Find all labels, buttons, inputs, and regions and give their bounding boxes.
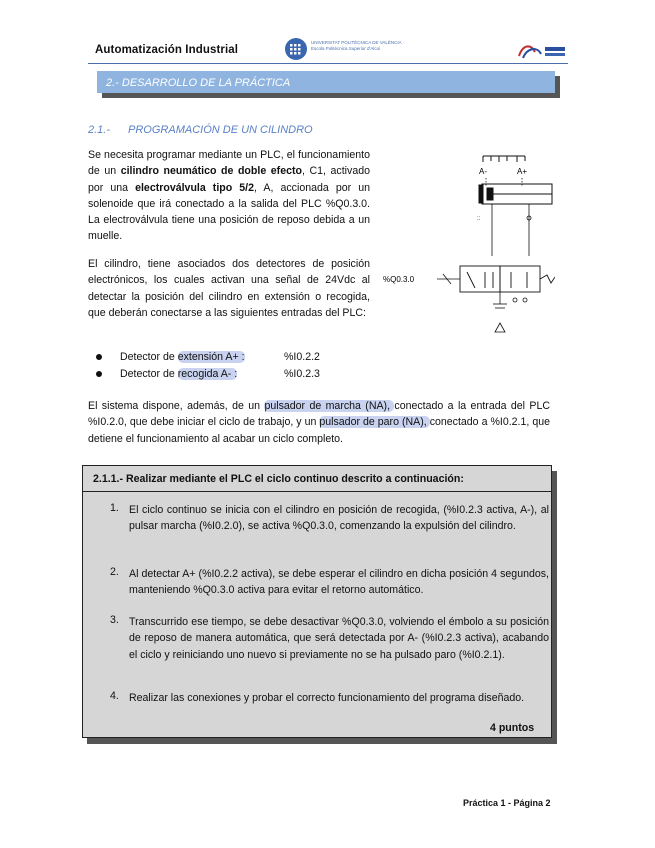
task-item-text: Al detectar A+ (%I0.2.2 activa), se debe esperar el cilindro en dicha posición 4 segundos, manteniendo %Q0.3.0 activa para evitar el retorno automático. bbox=[129, 568, 549, 597]
page-footer: Práctica 1 - Página 2 bbox=[463, 798, 551, 808]
bullet-value: %I0.2.3 bbox=[284, 368, 320, 380]
output-label: %Q0.3.0 bbox=[383, 275, 415, 284]
bullet-text: Detector de bbox=[120, 351, 178, 363]
para3-highlight-stop: pulsador de paro (NA), bbox=[319, 416, 430, 429]
header-title: Automatización Industrial bbox=[95, 44, 239, 56]
bullet-icon bbox=[96, 354, 102, 360]
bullet-highlight: extensión A+ : bbox=[177, 351, 245, 363]
upv-logo-text: UNIVERSITAT POLITÈCNICA DE VALÈNCIA · Escola Politècnica Superior d'Alcoi bbox=[311, 40, 405, 51]
task-item-text: Transcurrido ese tiempo, se debe desactivar %Q0.3.0, volviendo el émbolo a su posición de reposo de manera automática, que será detectada por A- (%I0.2.3 activa), acabando el ciclo y reiniciando uno nuevo si previamente no se ha pulsado paro (%I0.2.1). bbox=[129, 616, 549, 661]
valve-5-2-icon bbox=[460, 266, 555, 292]
bullet-highlight: recogida A- : bbox=[177, 368, 238, 380]
header-divider bbox=[88, 63, 568, 64]
subsection-title: PROGRAMACIÓN DE UN CILINDRO bbox=[128, 124, 313, 136]
bullet-icon bbox=[96, 371, 102, 377]
eps-logo-icon bbox=[515, 40, 567, 62]
bullet-detector-extension bbox=[96, 351, 320, 367]
para1-bold-valve: electroválvula tipo 5/2 bbox=[135, 181, 255, 194]
paragraph-buttons bbox=[88, 398, 550, 447]
cylinder-ports-icon bbox=[492, 204, 529, 256]
cylinder-icon bbox=[479, 184, 552, 204]
solenoid-icon bbox=[437, 274, 460, 284]
para3-text-3: conectado a %I0.2.1, que detiene el funcionamiento al acabar un ciclo completo. bbox=[88, 416, 550, 445]
upv-logo-grid-icon bbox=[285, 38, 307, 60]
para3-text-2: conectado a la entrada del PLC %I0.2.0, que debe iniciar el ciclo de trabajo, y un bbox=[88, 400, 550, 429]
label-a-minus: A- bbox=[479, 167, 487, 176]
paragraph-detectors: El cilindro, tiene asociados dos detectores de posición electrónicos, los cuales activan una señal de 24Vdc al detectar la posición del cilindro en extensión o recogida, que deberán conectarse a las siguientes entradas del PLC: bbox=[88, 258, 370, 319]
para1-text-3: , A, accionada por un solenoide que irá conectado a la salida del PLC %Q0.3.0. La electroválvula tiene una posición de reposo debida a un muelle. bbox=[88, 181, 370, 243]
para3-highlight-start: pulsador de marcha (NA), bbox=[264, 400, 395, 412]
bullet-value: %I0.2.2 bbox=[284, 351, 320, 363]
bullet-detector-retract bbox=[96, 368, 320, 384]
section-banner-title: 2.- DESARROLLO DE LA PRÁCTICA bbox=[106, 77, 291, 89]
paragraph-intro bbox=[88, 147, 370, 245]
sensor-rail-icon bbox=[483, 156, 525, 162]
task-item-text: El ciclo continuo se inicia con el cilindro en posición de recogida, (%I0.2.3 activa, A-), al pulsar marcha (%I0.2.0), se activa %Q0.3.0, comenzando la expulsión del cilindro. bbox=[129, 504, 549, 533]
task-item-number: 3. bbox=[110, 614, 119, 626]
subsection-number: 2.1.- bbox=[88, 124, 111, 136]
eps-alcoi-logo bbox=[515, 40, 567, 62]
upv-logo bbox=[285, 38, 307, 60]
exhaust-icon bbox=[493, 292, 527, 332]
pneumatic-diagram bbox=[375, 148, 555, 343]
para3-text-1: El sistema dispone, además, de un bbox=[88, 400, 265, 412]
port-mark: :: bbox=[477, 216, 481, 222]
task-item-text: Realizar las conexiones y probar el correcto funcionamiento del programa diseñado. bbox=[129, 692, 525, 704]
sensor-dashes bbox=[486, 178, 522, 186]
bullet-text: Detector de bbox=[120, 368, 178, 380]
task-item-number: 4. bbox=[110, 690, 119, 702]
para1-text-1: Se necesita programar mediante un PLC, el funcionamiento de un bbox=[88, 149, 370, 178]
task-box-title: 2.1.1.- Realizar mediante el PLC el ciclo continuo descrito a continuación: bbox=[93, 473, 464, 485]
para1-text-2: , C1, activado por una bbox=[88, 165, 370, 194]
task-item-number: 1. bbox=[110, 502, 119, 514]
para1-bold-cylinder: cilindro neumático de doble efecto bbox=[120, 165, 302, 178]
subsection-heading bbox=[88, 124, 313, 136]
task-box-title-divider bbox=[82, 491, 552, 492]
task-item-number: 2. bbox=[110, 566, 119, 578]
task-points: 4 puntos bbox=[490, 722, 535, 734]
label-a-plus: A+ bbox=[517, 167, 528, 176]
